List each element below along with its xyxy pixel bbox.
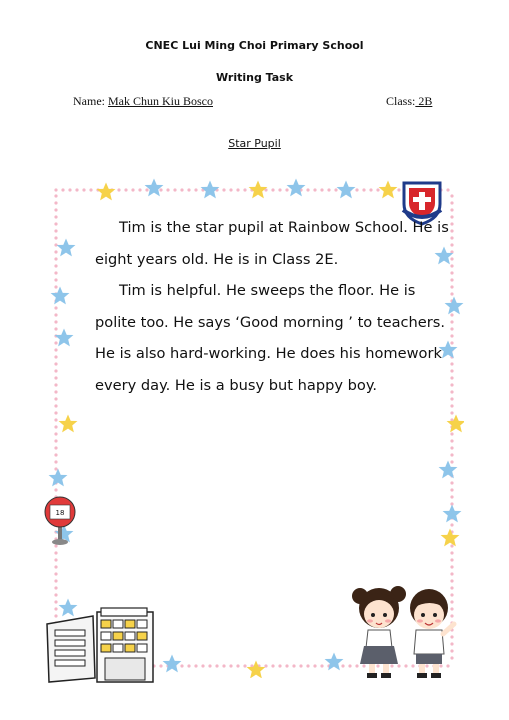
border-dot (334, 188, 337, 191)
border-dot (54, 264, 57, 267)
border-dot (54, 194, 57, 197)
border-dot (450, 194, 453, 197)
border-dot (54, 271, 57, 274)
border-dot (450, 404, 453, 407)
border-dot (313, 664, 316, 667)
border-dot (285, 664, 288, 667)
border-dot (54, 397, 57, 400)
border-dot (446, 188, 449, 191)
border-star (441, 529, 460, 547)
border-dot (54, 188, 57, 191)
border-dot (131, 188, 134, 191)
border-star (247, 661, 266, 678)
border-star (59, 415, 78, 433)
border-dot (208, 664, 211, 667)
border-dot (450, 495, 453, 498)
essay-body (95, 212, 455, 401)
border-dot (236, 188, 239, 191)
border-dot (54, 257, 57, 260)
border-dot (54, 201, 57, 204)
border-dot (54, 418, 57, 421)
border-dot (68, 188, 71, 191)
border-dot (54, 425, 57, 428)
class-row (386, 94, 432, 109)
name-label: Name: (73, 94, 108, 108)
bus-stop-number: 18 (55, 509, 65, 517)
border-dot (362, 188, 365, 191)
border-dot (54, 355, 57, 358)
border-dot (341, 664, 344, 667)
girl-figure (352, 586, 406, 678)
border-dot (450, 446, 453, 449)
border-dot (54, 215, 57, 218)
border-dot (450, 460, 453, 463)
border-dot (243, 664, 246, 667)
border-dot (450, 432, 453, 435)
boy-figure (410, 589, 454, 678)
border-dot (173, 188, 176, 191)
border-dot (369, 188, 372, 191)
border-dot (54, 593, 57, 596)
border-dot (54, 320, 57, 323)
border-star (145, 179, 164, 197)
border-dot (54, 488, 57, 491)
essay-paragraph-1: Tim is the star pupil at Rainbow School. He is eight years old. He is in Class 2E. (95, 219, 449, 268)
border-dot (54, 446, 57, 449)
border-dot (285, 188, 288, 191)
border-dot (117, 188, 120, 191)
border-star (163, 655, 182, 673)
border-dot (187, 664, 190, 667)
border-dot (54, 229, 57, 232)
border-dot (306, 188, 309, 191)
children-illustration (350, 578, 460, 684)
border-dot (159, 664, 162, 667)
border-star (439, 461, 458, 479)
border-dot (327, 188, 330, 191)
border-dot (54, 404, 57, 407)
border-dot (54, 362, 57, 365)
border-dot (271, 664, 274, 667)
border-dot (54, 467, 57, 470)
border-dot (271, 188, 274, 191)
border-dot (54, 306, 57, 309)
border-dot (215, 664, 218, 667)
border-dot (243, 188, 246, 191)
border-dot (54, 439, 57, 442)
border-dot (450, 551, 453, 554)
border-star (51, 287, 70, 305)
class-value: 2B (415, 94, 433, 108)
border-dot (222, 664, 225, 667)
border-star (287, 179, 306, 197)
border-dot (450, 481, 453, 484)
border-dot (450, 523, 453, 526)
border-dot (450, 453, 453, 456)
border-dot (278, 664, 281, 667)
border-dot (222, 188, 225, 191)
border-star (379, 181, 398, 199)
border-dot (278, 188, 281, 191)
border-dot (450, 201, 453, 204)
border-dot (450, 488, 453, 491)
border-dot (54, 243, 57, 246)
border-dot (450, 558, 453, 561)
border-dot (145, 188, 148, 191)
border-dot (54, 432, 57, 435)
border-dot (450, 439, 453, 442)
school-building-icon (43, 606, 155, 686)
border-dot (54, 390, 57, 393)
student-name: Mak Chun Kiu Bosco (108, 94, 213, 108)
border-dot (54, 551, 57, 554)
border-dot (54, 411, 57, 414)
essay-title: Star Pupil (228, 137, 281, 150)
border-dot (54, 558, 57, 561)
task-label: Writing Task (215, 71, 294, 84)
border-dot (54, 278, 57, 281)
border-dot (54, 460, 57, 463)
border-dot (306, 664, 309, 667)
border-star (57, 239, 76, 257)
class-label: Class: (386, 94, 416, 108)
border-dot (320, 664, 323, 667)
border-dot (54, 579, 57, 582)
border-dot (450, 544, 453, 547)
border-dot (54, 348, 57, 351)
border-dot (180, 664, 183, 667)
border-dot (54, 285, 57, 288)
border-dot (194, 664, 197, 667)
bus-stop-sign-icon (42, 495, 78, 547)
border-dot (54, 572, 57, 575)
border-dot (236, 664, 239, 667)
border-dot (75, 188, 78, 191)
border-dot (320, 188, 323, 191)
border-dot (355, 188, 358, 191)
border-dot (54, 565, 57, 568)
border-dot (54, 600, 57, 603)
border-star (325, 653, 344, 671)
border-dot (138, 188, 141, 191)
border-star (337, 181, 356, 199)
border-dot (194, 188, 197, 191)
border-star (447, 415, 464, 433)
border-dot (201, 664, 204, 667)
essay-paragraph-2: Tim is helpful. He sweeps the floor. He is polite too. He says ‘Good morning ’ to teachers. He is also hard-working. He does his homework every day. He is a busy but happy boy. (95, 282, 446, 394)
border-dot (292, 664, 295, 667)
border-dot (54, 453, 57, 456)
student-name-row (73, 94, 213, 109)
border-dot (187, 188, 190, 191)
border-dot (299, 664, 302, 667)
border-dot (61, 188, 64, 191)
border-dot (54, 341, 57, 344)
border-dot (159, 188, 162, 191)
border-dot (82, 188, 85, 191)
border-dot (313, 188, 316, 191)
border-dot (54, 208, 57, 211)
border-dot (54, 236, 57, 239)
border-dot (54, 383, 57, 386)
border-dot (229, 188, 232, 191)
border-dot (450, 411, 453, 414)
border-dot (54, 250, 57, 253)
border-dot (54, 327, 57, 330)
border-dot (450, 572, 453, 575)
border-star (49, 469, 68, 487)
border-dot (229, 664, 232, 667)
border-dot (54, 369, 57, 372)
border-star (443, 505, 462, 523)
border-dot (180, 188, 183, 191)
border-dot (124, 188, 127, 191)
border-dot (54, 376, 57, 379)
border-dot (54, 586, 57, 589)
border-dot (450, 565, 453, 568)
border-dot (166, 188, 169, 191)
school-name: CNEC Lui Ming Choi Primary School (145, 39, 364, 52)
border-dot (376, 188, 379, 191)
border-dot (54, 222, 57, 225)
border-dot (89, 188, 92, 191)
border-dot (54, 313, 57, 316)
